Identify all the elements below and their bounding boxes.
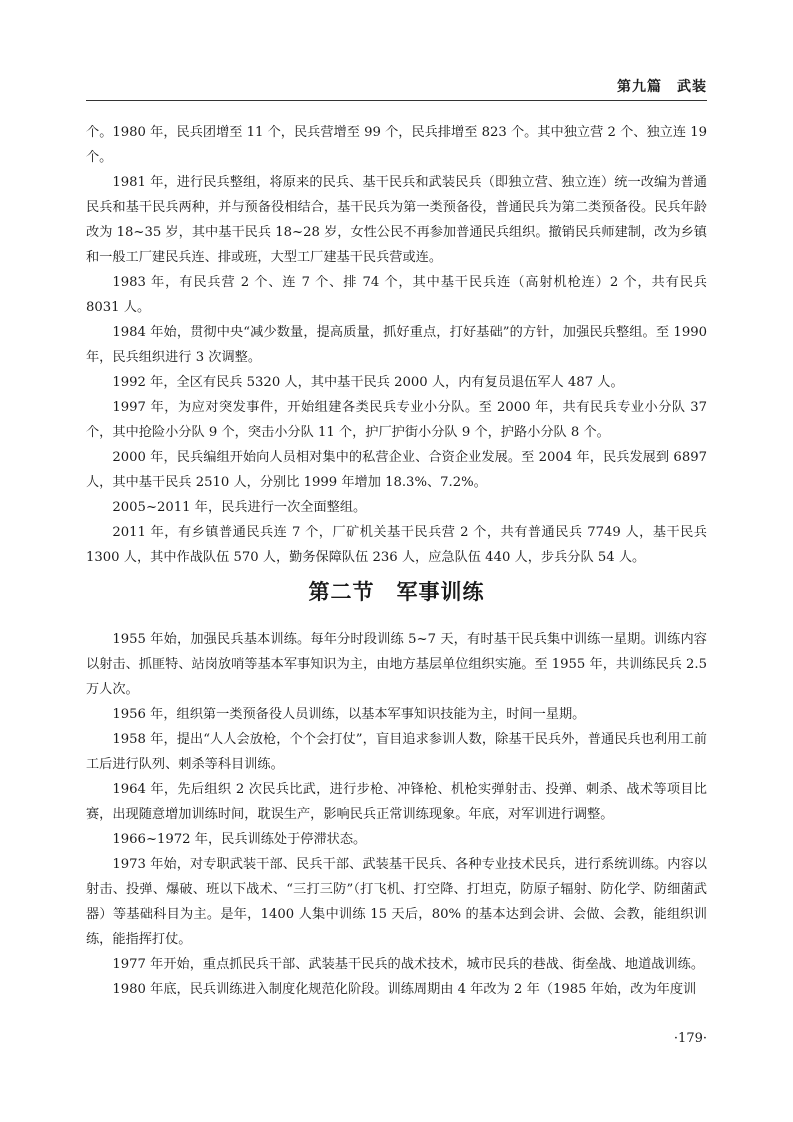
paragraph: 1977 年开始，重点抓民兵干部、武装基干民兵的战术技术，城市民兵的巷战、街垒战、地道战训练。 — [112, 957, 705, 972]
header-rule — [86, 100, 707, 101]
paragraph: 1958 年，提出“人人会放枪，个个会打仗”，盲目追求参训人数，除基干民兵外，普通民兵也利用工前工后进行队列、刺杀等科目训练。 — [86, 732, 707, 772]
paragraph: 1992 年，全区有民兵 5320 人，其中基干民兵 2000 人，内有复员退伍军人 487 人。 — [112, 375, 624, 390]
paragraph: 1973 年始，对专职武装干部、民兵干部、武装基干民兵、各种专业技术民兵，进行系统训练。内容以射击、投弹、爆破、班以下战术、“三打三防”（打飞机、打空降、打坦克，防原子辐射、防化学、防细菌武器）等基础科目为主。是年，1400 人集中训练 15 天后，80% 的基本达到会讲、会做、会教，能组织训练，能指挥打仗。 — [86, 857, 707, 947]
paragraph: 1997 年，为应对突发事件，开始组建各类民兵专业小分队。至 2000 年，共有民兵专业小分队 37 个，其中抢险小分队 9 个，突击小分队 11 个，护厂护街小分队 9 个，护路小分队 8 个。 — [86, 400, 707, 440]
paragraph: 1981 年，进行民兵整组，将原来的民兵、基干民兵和武装民兵（即独立营、独立连）统一改编为普通民兵和基干民兵两种，并与预备役相结合，基干民兵为第一类预备役，普通民兵为第二类预备役。民兵年龄改为 18~35 岁，其中基干民兵 18~28 岁，女性公民不再参加普通民兵组织。撤销民兵师建制，改为乡镇和一般工厂建民兵连、排或班，大型工厂建基干民兵营或连。 — [86, 175, 707, 265]
paragraph: 2005~2011 年，民兵进行一次全面整组。 — [112, 500, 367, 515]
paragraph: 1980 年底，民兵训练进入制度化规范化阶段。训练周期由 4 年改为 2 年（1985 年始，改为年度训 — [112, 982, 697, 997]
paragraph: 1956 年，组织第一类预备役人员训练，以基本军事知识技能为主，时间一星期。 — [112, 707, 586, 722]
paragraph: 1966~1972 年，民兵训练处于停滞状态。 — [112, 832, 367, 847]
text-block-militia-organization — [86, 120, 707, 570]
paragraph: 个。1980 年，民兵团增至 11 个，民兵营增至 99 个，民兵排增至 823 个。其中独立营 2 个、独立连 19 个。 — [86, 125, 707, 165]
paragraph: 1955 年始，加强民兵基本训练。每年分时段训练 5~7 天，有时基干民兵集中训练一星期。训练内容以射击、抓匪特、站岗放哨等基本军事知识为主，由地方基层单位组织实施。至 1955 年，共训练民兵 2.5 万人次。 — [86, 632, 707, 697]
paragraph: 2000 年，民兵编组开始向人员相对集中的私营企业、合资企业发展。至 2004 年，民兵发展到 6897 人，其中基干民兵 2510 人，分别比 1999 年增加 18.3%、7.2%。 — [86, 450, 707, 490]
section-heading: 第二节 军事训练 — [308, 580, 485, 604]
paragraph: 1983 年，有民兵营 2 个、连 7 个、排 74 个，其中基干民兵连（高射机枪连）2 个，共有民兵 8031 人。 — [86, 275, 707, 315]
running-header-title: 第九篇 武装 — [617, 79, 707, 95]
text-block-military-training — [86, 627, 707, 1002]
page-number: ·179· — [673, 1031, 707, 1046]
paragraph: 2011 年，有乡镇普通民兵连 7 个，厂矿机关基干民兵营 2 个，共有普通民兵 7749 人，基干民兵 1300 人，其中作战队伍 570 人，勤务保障队伍 236 人，应急队伍 440 人，步兵分队 54 人。 — [86, 525, 707, 565]
paragraph: 1984 年始，贯彻中央“减少数量，提高质量，抓好重点，打好基础”的方针，加强民兵整组。至 1990 年，民兵组织进行 3 次调整。 — [86, 325, 707, 365]
paragraph: 1964 年，先后组织 2 次民兵比武，进行步枪、冲锋枪、机枪实弹射击、投弹、刺杀、战术等项目比赛，出现随意增加训练时间，耽误生产，影响民兵正常训练现象。年底，对军训进行调整。 — [86, 782, 707, 822]
